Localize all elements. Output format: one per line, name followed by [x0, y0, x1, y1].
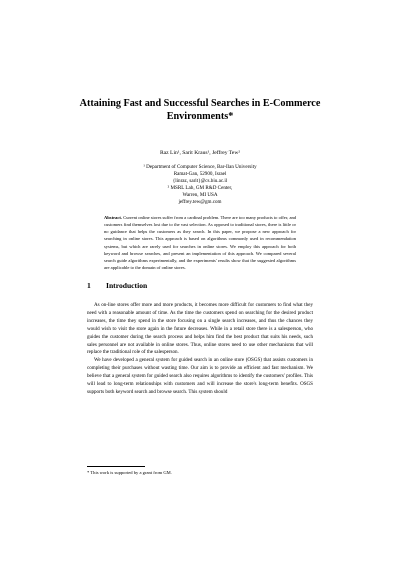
affiliation-email: jeffrey.tew@gm.com [178, 199, 222, 206]
affiliation-line: ¹ Department of Computer Science, Bar-Ilan University [143, 164, 257, 170]
abstract [104, 214, 296, 271]
body-paragraph: As on-line stores offer more and more products, it becomes more difficult for customers to find what they need with a reasonable amount of time. As the time the customers spend on searching for the desired product increases, the time they spend in the store focusing on a single search increases, and thus the chances they would wish to visit the store again in the future decreases. While in a retail store there is a salesperson, who guides the customer during the search process and helps him find the best product that suits his needs, such sales personnel are not available in online stores. Thus, online stores need to use other mechanisms that will replace the traditional role of the salesperson. [87, 302, 313, 356]
affiliation-line: Warren, MI USA [182, 192, 218, 199]
body-text [87, 302, 313, 397]
abstract-label: Abstract. [104, 215, 123, 220]
footnote: * This work is supported by a grant from GM. [87, 470, 172, 475]
body-paragraph: We have developed a general system for guided search in an online store (OSGS) that assists customers in completing their purchases without wasting time. Our aim is to provide an efficient and fast mechanism. We believe that a general system for guided search also requires algorithms to identify the customers' profiles. This will lead to long-term relationships with customers and will increase the store's long-term benefits. OSGS supports both keyword search and browse search. This system should [87, 357, 313, 395]
affiliation-block [100, 164, 300, 207]
affiliation-line: ² MSRL Lab, GM R&D Center, [167, 185, 233, 192]
section-heading [87, 281, 317, 291]
author-list: Raz Lin¹, Sarit Kraus¹, Jeffrey Tew² [159, 150, 241, 156]
paper-title: Attaining Fast and Successful Searches in E-Commerce Environments* [79, 98, 321, 122]
section-number: 1 [87, 281, 91, 290]
affiliation-email: {linraz, sarit}@cs.biu.ac.il [172, 178, 228, 185]
section-title: Introduction [106, 281, 148, 290]
footnote-divider [87, 466, 145, 467]
abstract-text: Current online stores suffer from a cardinal problem. There are too many products to offer, and customers find themselves lost due to the vast selection. As opposed to traditional stores, there is little or no guidance that helps the customers as they search. In this paper, we propose a new approach for searching in online stores. This approach is based on algorithms commonly used in recommendation systems, but which are rarely used for searches in online stores. We employ this approach for both keyword and browse searches, and present an implementation of this approach. We compared several search guide algorithms experimentally, and the experiments' results show that the suggested algorithms are applicable to the domain of online stores. [104, 215, 297, 271]
affiliation-line: Ramat-Gan, 52900, Israel [173, 171, 227, 178]
